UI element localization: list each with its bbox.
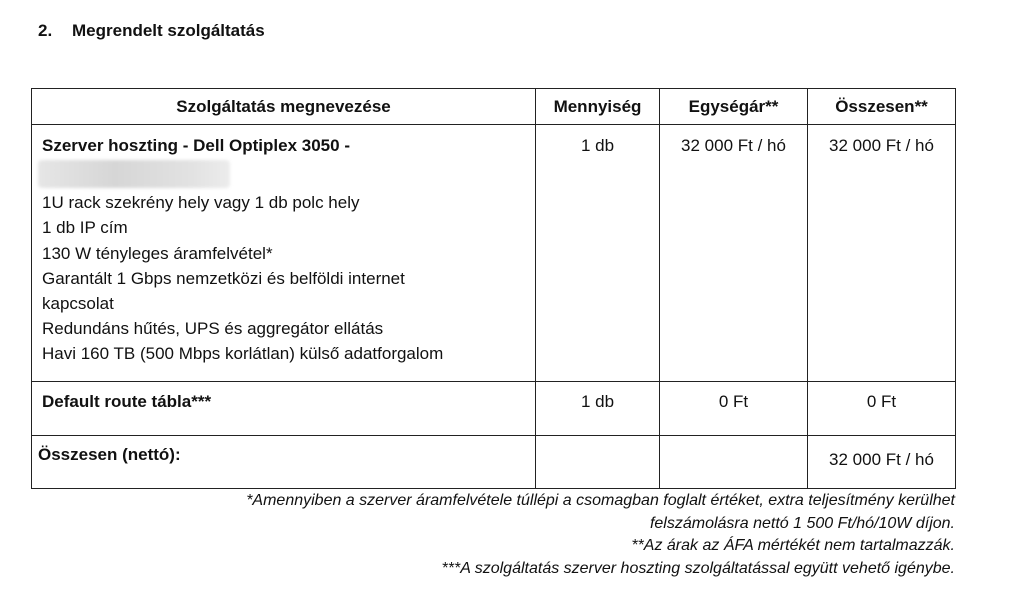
summary-total-cell: 32 000 Ft / hó (808, 436, 956, 489)
header-quantity: Mennyiség (536, 89, 660, 125)
service-name: Default route tábla*** (32, 382, 536, 436)
summary-row (32, 436, 956, 489)
quantity-cell: 1 db (536, 382, 660, 436)
header-service-name: Szolgáltatás megnevezése (32, 89, 536, 125)
list-item: Havi 160 TB (500 Mbps korlátlan) külső adatforgalom (42, 344, 444, 364)
feature-list (42, 190, 525, 366)
table-header-row (32, 89, 956, 125)
quantity-cell: 1 db (536, 125, 660, 382)
section-title: Megrendelt szolgáltatás (72, 21, 265, 40)
service-name: Szerver hoszting - Dell Optiplex 3050 - (42, 136, 350, 155)
footnote-power: *Amennyiben a szerver áramfelvétele túllépi a csomagban foglalt értéket, extra teljesítmény kerülhet (246, 492, 955, 509)
unit-price-cell: 32 000 Ft / hó (660, 125, 808, 382)
summary-quantity-cell (536, 436, 660, 489)
footnote-route: ***A szolgáltatás szerver hoszting szolgáltatással együtt vehető igénybe. (441, 559, 955, 577)
unit-price-cell: 0 Ft (660, 382, 808, 436)
total-cell: 32 000 Ft / hó (808, 125, 956, 382)
footnote-power-continued: felszámolásra nettó 1 500 Ft/hó/10W díjon. (649, 514, 955, 532)
redacted-text (38, 160, 230, 188)
list-item: Garantált 1 Gbps nemzetközi és belföldi internet kapcsolat (42, 268, 405, 314)
section-number: 2. (38, 21, 53, 40)
table-row (32, 125, 956, 382)
services-table (31, 88, 956, 489)
service-name-cell (32, 125, 536, 382)
list-item: 130 W tényleges áramfelvétel* (42, 243, 273, 263)
footnote-vat: **Az árak az ÁFA mértékét nem tartalmazzák. (631, 537, 955, 554)
section-heading (38, 20, 265, 42)
total-cell: 0 Ft (808, 382, 956, 436)
list-item: 1 db IP cím (42, 218, 128, 238)
header-unit-price: Egységár** (660, 89, 808, 125)
summary-label: Összesen (nettó): (32, 436, 536, 489)
header-total: Összesen** (808, 89, 956, 125)
summary-unit-price-cell (660, 436, 808, 489)
list-item: 1U rack szekrény hely vagy 1 db polc hely (42, 193, 360, 213)
list-item: Redundáns hűtés, UPS és aggregátor ellátás (42, 319, 384, 339)
footnotes (55, 490, 955, 580)
table-row (32, 382, 956, 436)
